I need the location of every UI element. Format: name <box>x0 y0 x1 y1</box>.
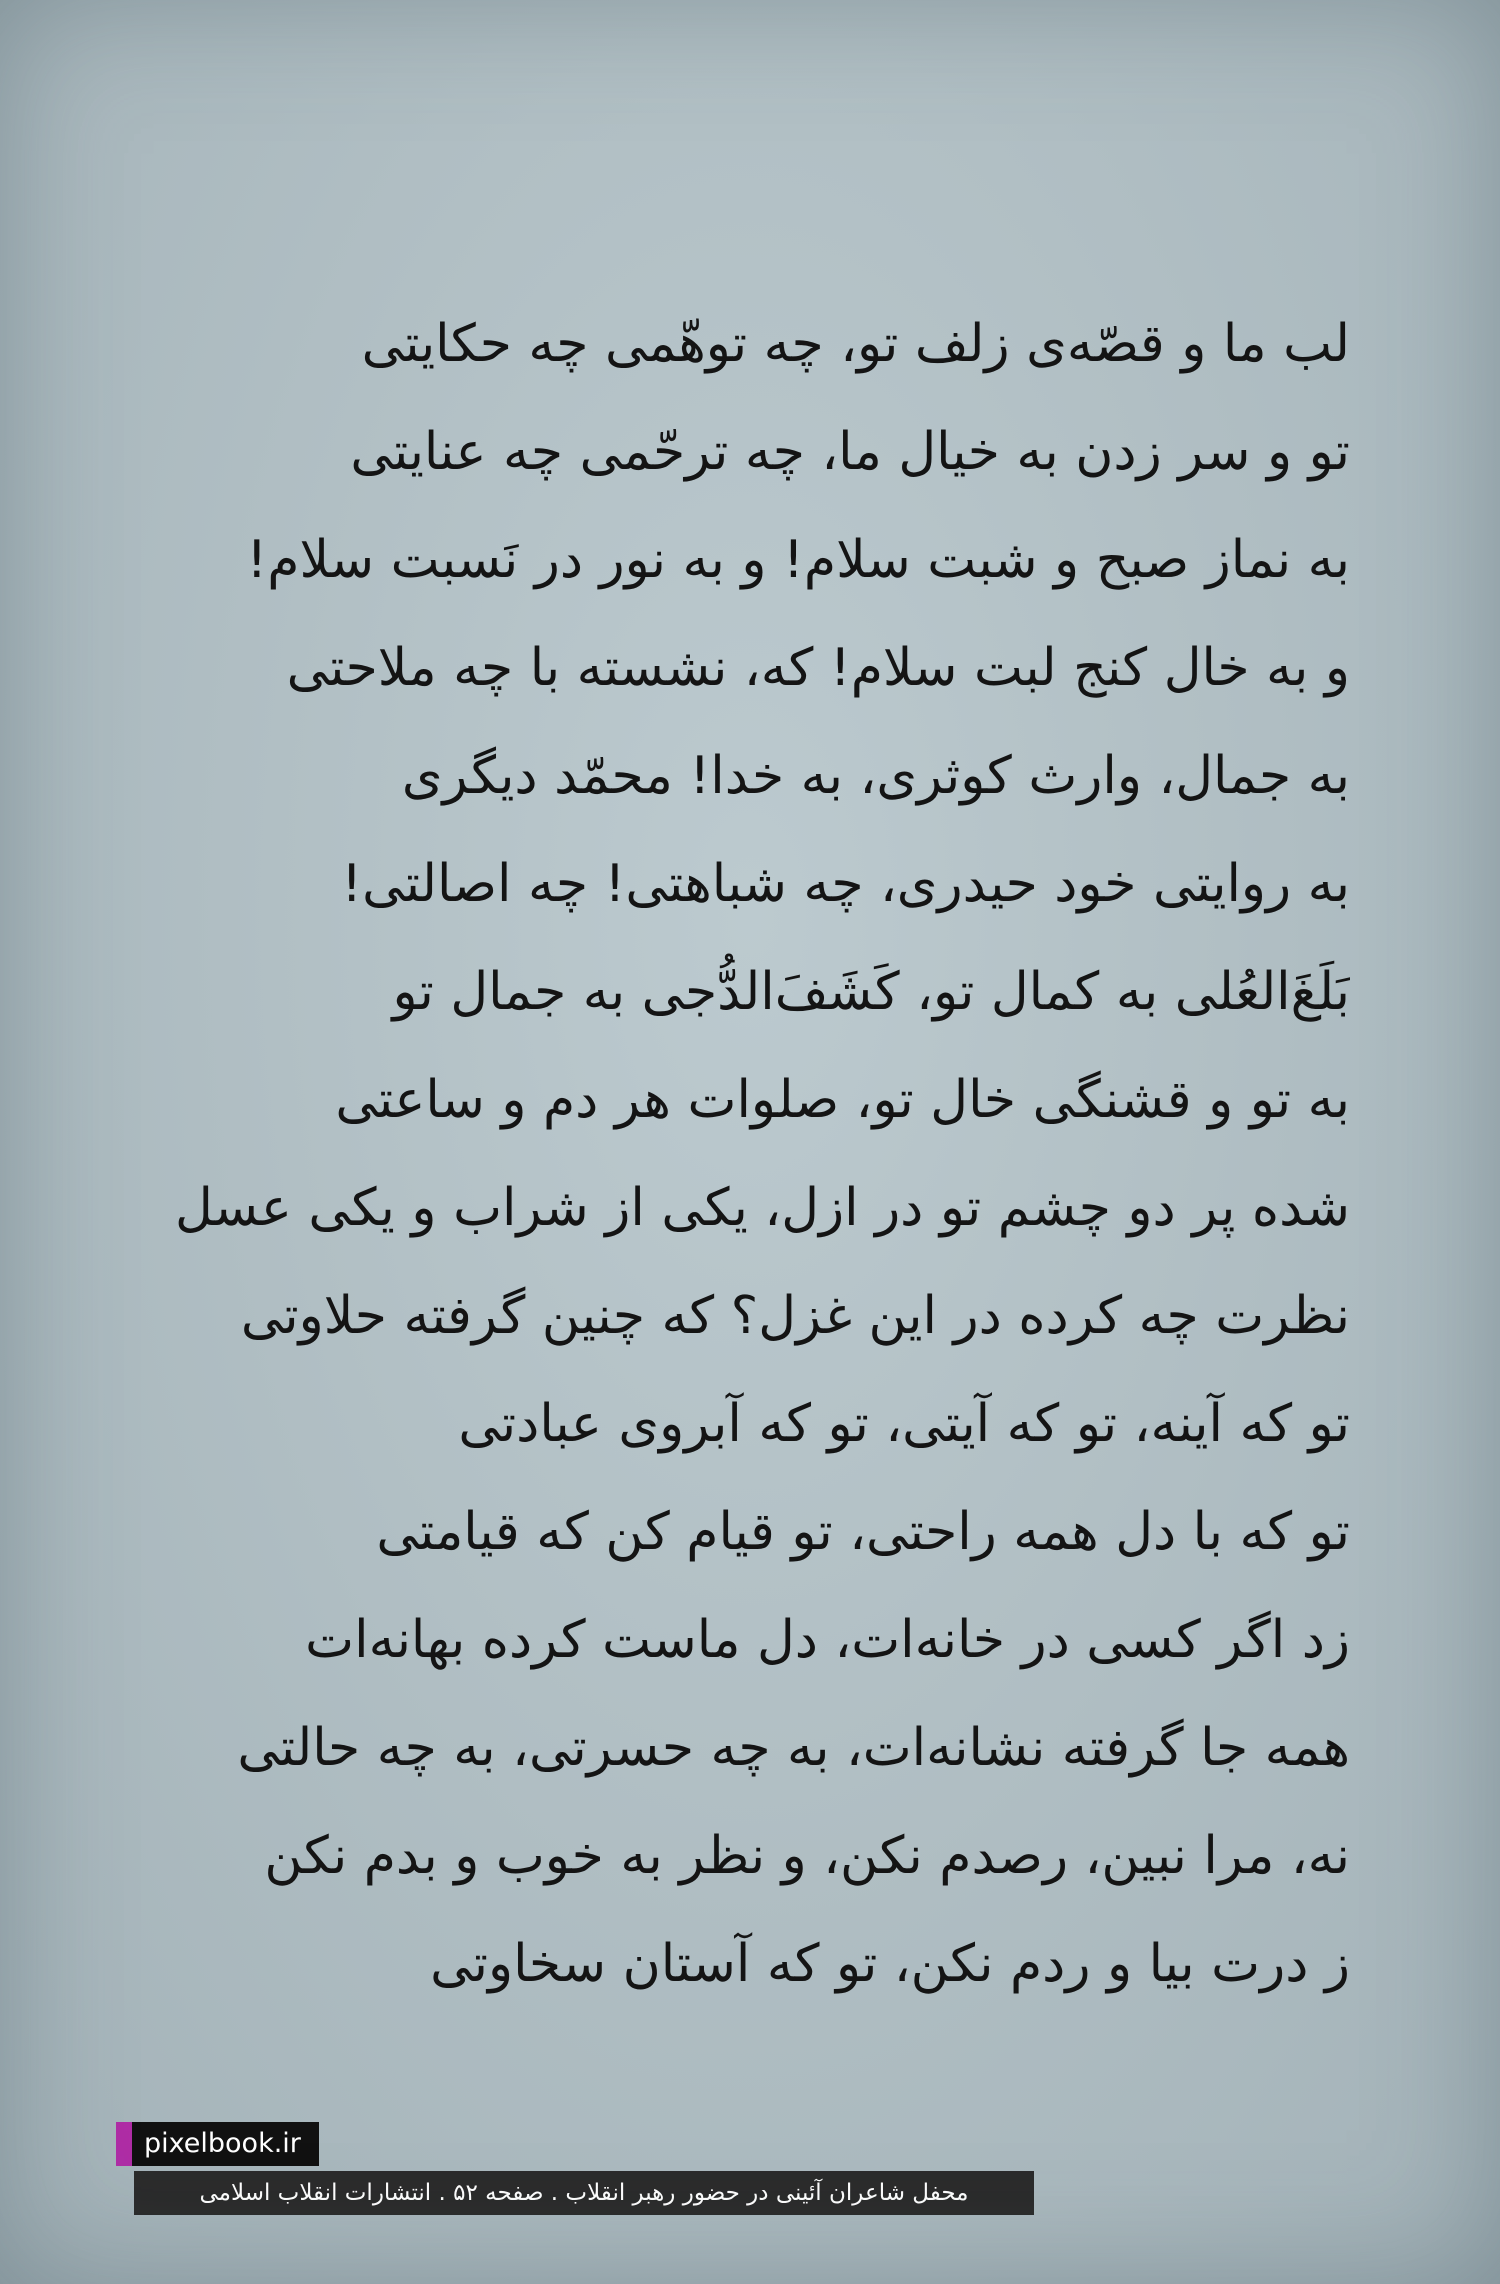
poem-verse: همه جا گرفته نشانه‌ات، به چه حسرتی، به چه حالتی <box>237 1718 1350 1778</box>
poem-verse: بَلَغَ‌العُلی به کمال تو، کَشَفَ‌الدُّجی به جمال تو <box>392 962 1350 1022</box>
poem-verse: تو که آینه، تو که آیتی، تو که آبروی عبادتی <box>458 1394 1350 1454</box>
poem-verse: به نماز صبح و شبت سلام! و به نور در نَسبت سلام! <box>246 530 1350 590</box>
site-watermark <box>116 2122 319 2166</box>
poem-verse: به تو و قشنگی خال تو، صلوات هر دم و ساعتی <box>335 1070 1350 1130</box>
poem-verse: به جمال، وارث کوثری، به خدا! محمّد دیگری <box>401 746 1350 806</box>
poem-verse: نظرت چه کرده در این غزل؟ که چنین گرفته حلاوتی <box>240 1286 1350 1346</box>
poem-verse: و به خال کنج لبت سلام! که، نشسته با چه ملاحتی <box>286 638 1350 698</box>
poem-verse: شده پر دو چشم تو در ازل، یکی از شراب و یکی عسل <box>175 1178 1350 1238</box>
source-caption: محفل شاعران آئینی در حضور رهبر انقلاب . صفحه ۵۲ . انتشارات انقلاب اسلامی <box>134 2171 1034 2215</box>
poem-verse: به روایتی خود حیدری، چه شباهتی! چه اصالتی! <box>341 854 1350 914</box>
poem-verse: تو که با دل همه راحتی، تو قیام کن که قیامتی <box>376 1502 1350 1562</box>
watermark-accent-bar <box>116 2122 132 2166</box>
poem-text <box>150 290 1350 2018</box>
poem-verse: لب ما و قصّه‌ی زلف تو، چه توهّمی چه حکایتی <box>361 314 1350 374</box>
watermark-site-name: pixelbook.ir <box>132 2122 319 2166</box>
poem-verse: تو و سر زدن به خیال ما، چه ترحّمی چه عنایتی <box>350 422 1350 482</box>
poem-verse: ز درت بیا و ردم نکن، تو که آستان سخاوتی <box>430 1934 1350 1994</box>
poem-verse: نه، مرا نبین، رصدم نکن، و نظر به خوب و بدم نکن <box>264 1826 1350 1886</box>
poem-verse: زد اگر کسی در خانه‌ات، دل ماست کرده بهانه‌ات <box>305 1610 1350 1670</box>
